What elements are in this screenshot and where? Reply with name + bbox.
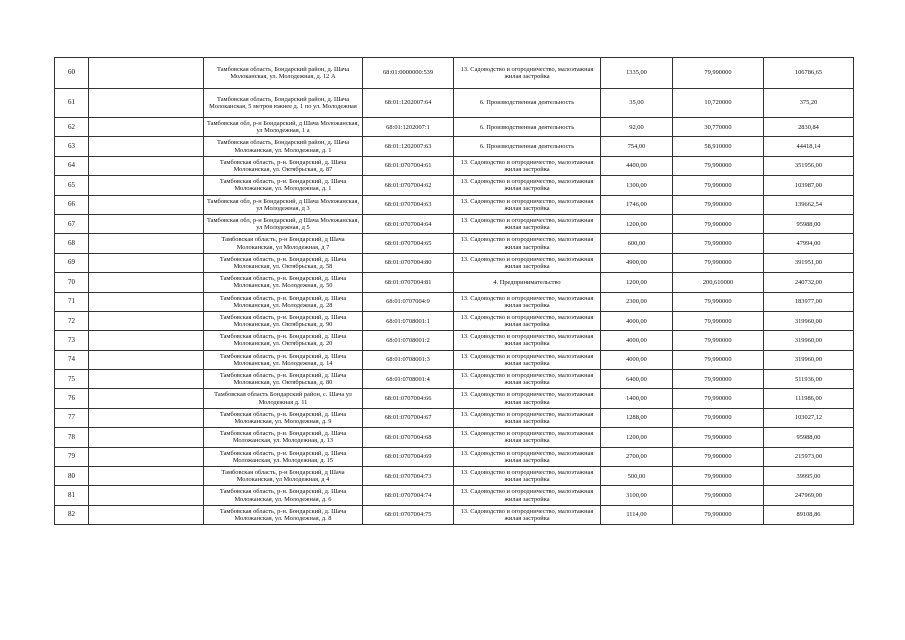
table-row (55, 311, 854, 330)
rate-cell: 79,990000 (673, 428, 764, 447)
table-row (55, 137, 854, 156)
cadastral-number-cell: 68:01:0707004:61 (363, 156, 454, 175)
row-number-cell: 80 (55, 467, 89, 486)
cadastral-cost-cell: 247969,00 (764, 486, 854, 505)
land-use-cell: 13. Садоводство и огородничество, малоэтажная жилая застройка (454, 447, 601, 466)
rate-cell: 79,990000 (673, 195, 764, 214)
cadastral-number-cell: 68:01:0708001:2 (363, 331, 454, 350)
cadastral-cost-cell: 240732,00 (764, 273, 854, 292)
address-cell: Тамбовская область, Бондарский район, д. Шача Молоканская, 5 метров южнее д. 1 по ул. Молодежная (204, 89, 363, 118)
cadastral-number-cell: 68:01:0707004:74 (363, 486, 454, 505)
cadastral-number-cell: 68:01:0707004:64 (363, 214, 454, 233)
row-number-cell: 67 (55, 214, 89, 233)
blank-cell (89, 156, 204, 175)
address-cell: Тамбовская обл, р-н Бондарский, д Шача Моложанская, ул Молодежная, д 5 (204, 214, 363, 233)
blank-cell (89, 195, 204, 214)
blank-cell (89, 505, 204, 524)
blank-cell (89, 408, 204, 427)
row-number-cell: 74 (55, 350, 89, 369)
cadastral-number-cell: 68:01:0707004:9 (363, 292, 454, 311)
rate-cell: 30,770000 (673, 118, 764, 137)
land-plots-table (54, 57, 854, 525)
blank-cell (89, 467, 204, 486)
row-number-cell: 66 (55, 195, 89, 214)
address-cell: Тамбовская обл, р-н Бондарский, д Шача Моложанская, ул Молодежная, д 3 (204, 195, 363, 214)
cadastral-number-cell: 68:01:0707004:75 (363, 505, 454, 524)
table-row (55, 58, 854, 89)
area-cell: 4000,00 (601, 331, 673, 350)
rate-cell: 79,990000 (673, 467, 764, 486)
row-number-cell: 78 (55, 428, 89, 447)
area-cell: 1335,00 (601, 58, 673, 89)
table-row (55, 331, 854, 350)
row-number-cell: 75 (55, 370, 89, 389)
land-use-cell: 13. Садоводство и огородничество, малоэтажная жилая застройка (454, 292, 601, 311)
rate-cell: 10,720000 (673, 89, 764, 118)
land-use-cell: 13. Садоводство и огородничество, малоэтажная жилая застройка (454, 311, 601, 330)
rate-cell: 79,990000 (673, 486, 764, 505)
land-use-cell: 13. Садоводство и огородничество, малоэтажная жилая застройка (454, 389, 601, 408)
land-use-cell: 13. Садоводство и огородничество, малоэтажная жилая застройка (454, 370, 601, 389)
address-cell: Тамбовская область, р-н. Бондарский, д. Шача Молоканская, ул. Октябрьская, д. 87 (204, 156, 363, 175)
table-row (55, 292, 854, 311)
land-use-cell: 13. Садоводство и огородничество, малоэтажная жилая застройка (454, 156, 601, 175)
cadastral-number-cell: 68:01:1202007:63 (363, 137, 454, 156)
table-row (55, 253, 854, 272)
area-cell: 6400,00 (601, 370, 673, 389)
cadastral-cost-cell: 139662,54 (764, 195, 854, 214)
area-cell: 1300,00 (601, 176, 673, 195)
address-cell: Тамбовская область, р-н. Бондарский, д. Шача Моложанская, ул. Молодежная, д. 13 (204, 428, 363, 447)
cadastral-number-cell: 68:01:0707004:69 (363, 447, 454, 466)
rate-cell: 79,990000 (673, 447, 764, 466)
address-cell: Тамбовская область, р-н Бондарский, д Шача Молоканская, ул Молодежная, д 7 (204, 234, 363, 253)
cadastral-cost-cell: 95988,00 (764, 214, 854, 233)
row-number-cell: 73 (55, 331, 89, 350)
area-cell: 1200,00 (601, 214, 673, 233)
table-row (55, 370, 854, 389)
land-use-cell: 13. Садоводство и огородничество, малоэтажная жилая застройка (454, 505, 601, 524)
cadastral-cost-cell: 2830,84 (764, 118, 854, 137)
row-number-cell: 64 (55, 156, 89, 175)
blank-cell (89, 273, 204, 292)
address-cell: Тамбовская область, р-н. Бондарский, д. Шача Моложанская, ул. Молодежная, д. 8 (204, 505, 363, 524)
row-number-cell: 72 (55, 311, 89, 330)
area-cell: 500,00 (601, 467, 673, 486)
cadastral-number-cell: 68:01:1202007:64 (363, 89, 454, 118)
land-use-cell: 13. Садоводство и огородничество, малоэтажная жилая застройка (454, 467, 601, 486)
rate-cell: 79,990000 (673, 176, 764, 195)
cadastral-number-cell: 68:01:0707004:73 (363, 467, 454, 486)
table-row (55, 428, 854, 447)
blank-cell (89, 486, 204, 505)
cadastral-cost-cell: 47994,00 (764, 234, 854, 253)
area-cell: 4900,00 (601, 253, 673, 272)
blank-cell (89, 176, 204, 195)
address-cell: Тамбовская область, р-н. Бондарский, д. Шача Молоканская, ул. Октябрьская, д. 58 (204, 253, 363, 272)
rate-cell: 58,910000 (673, 137, 764, 156)
cadastral-cost-cell: 111986,00 (764, 389, 854, 408)
row-number-cell: 77 (55, 408, 89, 427)
rate-cell: 79,990000 (673, 408, 764, 427)
land-use-cell: 13. Садоводство и огородничество, малоэтажная жилая застройка (454, 331, 601, 350)
address-cell: Тамбовская область, р-н. Бондарский, д. Шача Молоканская, ул. Молодежная, д. 28 (204, 292, 363, 311)
cadastral-cost-cell: 183977,00 (764, 292, 854, 311)
table-row (55, 156, 854, 175)
cadastral-number-cell: 68:01:0707004:66 (363, 389, 454, 408)
blank-cell (89, 89, 204, 118)
blank-cell (89, 58, 204, 89)
cadastral-cost-cell: 106786,65 (764, 58, 854, 89)
address-cell: Тамбовская область, р-н Бондарский, д Шача Молоканская, ул Молодежная, д 4 (204, 467, 363, 486)
rate-cell: 79,990000 (673, 156, 764, 175)
address-cell: Тамбовская область, р-н. Бондарский, д. Шача Моложанская, ул. Молодежная, д. 1 (204, 176, 363, 195)
area-cell: 4000,00 (601, 311, 673, 330)
rate-cell: 79,990000 (673, 389, 764, 408)
area-cell: 1746,00 (601, 195, 673, 214)
rate-cell: 79,990000 (673, 505, 764, 524)
cadastral-cost-cell: 511936,00 (764, 370, 854, 389)
land-use-cell: 13. Садоводство и огородничество, малоэтажная жилая застройка (454, 58, 601, 89)
land-use-cell: 13. Садоводство и огородничество, малоэтажная жилая застройка (454, 428, 601, 447)
rate-cell: 79,990000 (673, 214, 764, 233)
cadastral-number-cell: 68:01:1202007:1 (363, 118, 454, 137)
address-cell: Тамбовская область, р-н. Бондарский, д. Шача Молоканская, ул. Молодежная, д. 14 (204, 350, 363, 369)
address-cell: Тамбовская область, Бондарский район, д. Шача Молоканская, ул. Молодежная, д. 12 А (204, 58, 363, 89)
row-number-cell: 81 (55, 486, 89, 505)
cadastral-cost-cell: 89108,86 (764, 505, 854, 524)
table-row (55, 467, 854, 486)
rate-cell: 79,990000 (673, 234, 764, 253)
cadastral-cost-cell: 391951,00 (764, 253, 854, 272)
cadastral-cost-cell: 319960,00 (764, 350, 854, 369)
blank-cell (89, 370, 204, 389)
cadastral-cost-cell: 319960,00 (764, 311, 854, 330)
row-number-cell: 79 (55, 447, 89, 466)
area-cell: 4400,00 (601, 156, 673, 175)
address-cell: Тамбовская область, р-н. Бондарский, д. Шача Молоканская, ул. Октябрьская, д. 80 (204, 370, 363, 389)
table-row (55, 195, 854, 214)
cadastral-number-cell: 68:01:0707004:81 (363, 273, 454, 292)
cadastral-cost-cell: 44418,14 (764, 137, 854, 156)
land-use-cell: 13. Садоводство и огородничество, малоэтажная жилая застройка (454, 195, 601, 214)
rate-cell: 79,990000 (673, 253, 764, 272)
address-cell: Тамбовская область, р-н. Бондарский, д. Шача Моложанская, ул. Молодежная, д. 6 (204, 486, 363, 505)
cadastral-number-cell: 68:01:0707004:80 (363, 253, 454, 272)
table-row (55, 486, 854, 505)
row-number-cell: 61 (55, 89, 89, 118)
address-cell: Тамбовская область, р-н. Бондарский, д. Шача Моложанская, ул. Молодежная, д. 9 (204, 408, 363, 427)
rate-cell: 79,990000 (673, 331, 764, 350)
area-cell: 2300,00 (601, 292, 673, 311)
row-number-cell: 68 (55, 234, 89, 253)
land-use-cell: 13. Садоводство и огородничество, малоэтажная жилая застройка (454, 350, 601, 369)
address-cell: Тамбовская обл, р-н Бондарский, д Шача Моложанская, ул Молодежная, 1 а (204, 118, 363, 137)
land-use-cell: 4. Предпринимательство (454, 273, 601, 292)
row-number-cell: 70 (55, 273, 89, 292)
table-row (55, 273, 854, 292)
land-use-cell: 6. Производственная деятельность (454, 118, 601, 137)
land-use-cell: 13. Садоводство и огородничество, малоэтажная жилая застройка (454, 408, 601, 427)
row-number-cell: 69 (55, 253, 89, 272)
area-cell: 754,00 (601, 137, 673, 156)
address-cell: Тамбовская область, р-н. Бондарский, д. Шача Моложанская, ул. Молодежная, д. 15 (204, 447, 363, 466)
address-cell: Тамбовская область, р-н. Бондарский, д. Шача Молоканская, ул. Октябрьская, д. 90 (204, 311, 363, 330)
area-cell: 1200,00 (601, 273, 673, 292)
table-row (55, 214, 854, 233)
land-use-cell: 13. Садоводство и огородничество, малоэтажная жилая застройка (454, 176, 601, 195)
blank-cell (89, 311, 204, 330)
area-cell: 3100,00 (601, 486, 673, 505)
land-use-cell: 6. Производственная деятельность (454, 137, 601, 156)
address-cell: Тамбовская область Бондарский район, с. Шача ул Молодежная д. 11 (204, 389, 363, 408)
area-cell: 1400,00 (601, 389, 673, 408)
row-number-cell: 63 (55, 137, 89, 156)
area-cell: 92,00 (601, 118, 673, 137)
table-row (55, 350, 854, 369)
cadastral-cost-cell: 95988,00 (764, 428, 854, 447)
land-use-cell: 6. Производственная деятельность (454, 89, 601, 118)
table-row (55, 408, 854, 427)
blank-cell (89, 389, 204, 408)
land-use-cell: 13. Садоводство и огородничество, малоэтажная жилая застройка (454, 486, 601, 505)
blank-cell (89, 137, 204, 156)
cadastral-number-cell: 68:01:0707004:63 (363, 195, 454, 214)
cadastral-number-cell: 68:01:0707004:62 (363, 176, 454, 195)
row-number-cell: 62 (55, 118, 89, 137)
cadastral-number-cell: 68:01:0708001:1 (363, 311, 454, 330)
area-cell: 1114,00 (601, 505, 673, 524)
cadastral-number-cell: 68:01:0707004:65 (363, 234, 454, 253)
cadastral-number-cell: 68:01:0707004:67 (363, 408, 454, 427)
cadastral-cost-cell: 319960,00 (764, 331, 854, 350)
rate-cell: 79,990000 (673, 370, 764, 389)
table-row (55, 176, 854, 195)
rate-cell: 79,990000 (673, 58, 764, 89)
area-cell: 600,00 (601, 234, 673, 253)
cadastral-cost-cell: 103027,12 (764, 408, 854, 427)
blank-cell (89, 292, 204, 311)
blank-cell (89, 214, 204, 233)
blank-cell (89, 350, 204, 369)
rate-cell: 79,990000 (673, 350, 764, 369)
row-number-cell: 76 (55, 389, 89, 408)
address-cell: Тамбовская область, р-н. Бондарский, д. Шача Молоканская, ул. Молодежная, д. 50 (204, 273, 363, 292)
table-row (55, 505, 854, 524)
area-cell: 2700,00 (601, 447, 673, 466)
blank-cell (89, 234, 204, 253)
address-cell: Тамбовская область, Бондарский район, д. Шача Моложанская, ул. Молодежная, д. 1 (204, 137, 363, 156)
area-cell: 1200,00 (601, 428, 673, 447)
row-number-cell: 71 (55, 292, 89, 311)
area-cell: 4000,00 (601, 350, 673, 369)
cadastral-cost-cell: 351956,00 (764, 156, 854, 175)
blank-cell (89, 331, 204, 350)
cadastral-cost-cell: 375,20 (764, 89, 854, 118)
row-number-cell: 60 (55, 58, 89, 89)
table-row (55, 447, 854, 466)
cadastral-number-cell: 68:01:0000000:539 (363, 58, 454, 89)
rate-cell: 200,610000 (673, 273, 764, 292)
address-cell: Тамбовская область, р-н. Бондарский, д. Шача Молоканская, ул. Октябрьская, д. 20 (204, 331, 363, 350)
blank-cell (89, 253, 204, 272)
cadastral-cost-cell: 39995,00 (764, 467, 854, 486)
rate-cell: 79,990000 (673, 292, 764, 311)
cadastral-number-cell: 68:01:0708001:4 (363, 370, 454, 389)
rate-cell: 79,990000 (673, 311, 764, 330)
table-row (55, 89, 854, 118)
blank-cell (89, 118, 204, 137)
table-row (55, 234, 854, 253)
land-use-cell: 13. Садоводство и огородничество, малоэтажная жилая застройка (454, 234, 601, 253)
blank-cell (89, 447, 204, 466)
cadastral-cost-cell: 215973,00 (764, 447, 854, 466)
land-use-cell: 13. Садоводство и огородничество, малоэтажная жилая застройка (454, 214, 601, 233)
table-row (55, 389, 854, 408)
table-row (55, 118, 854, 137)
area-cell: 35,00 (601, 89, 673, 118)
blank-cell (89, 428, 204, 447)
row-number-cell: 65 (55, 176, 89, 195)
row-number-cell: 82 (55, 505, 89, 524)
cadastral-number-cell: 68:01:0708001:3 (363, 350, 454, 369)
area-cell: 1288,00 (601, 408, 673, 427)
land-use-cell: 13. Садоводство и огородничество, малоэтажная жилая застройка (454, 253, 601, 272)
cadastral-cost-cell: 103987,00 (764, 176, 854, 195)
cadastral-number-cell: 68:01:0707004:68 (363, 428, 454, 447)
